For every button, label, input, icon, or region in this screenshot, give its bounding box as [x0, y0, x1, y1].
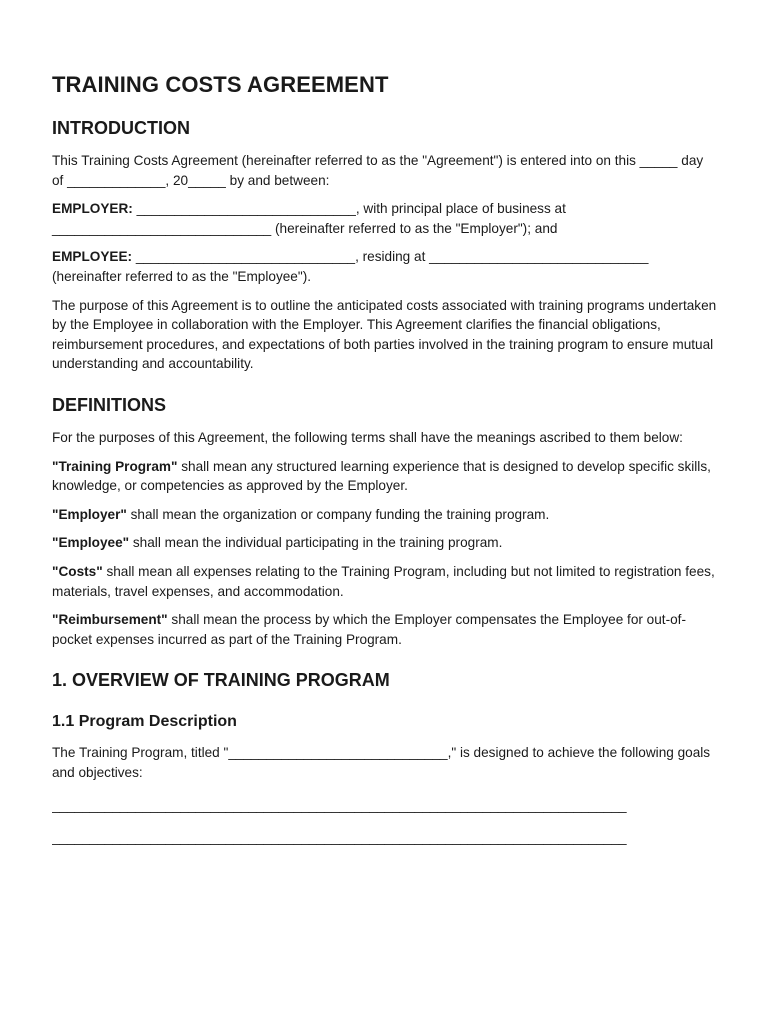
definitions-section [52, 395, 718, 649]
definition-item [52, 562, 718, 601]
definition-text: shall mean all expenses relating to the Training Program, including but not limited to registration fees, materials, travel expenses, and accommodation. [52, 563, 715, 599]
definition-text: shall mean any structured learning experience that is designed to develop specific skills, knowledge, or competencies as approved by the Employer. [52, 458, 711, 494]
definition-term: "Training Program" [52, 458, 178, 474]
employer-label: EMPLOYER: [52, 201, 133, 217]
employee-paragraph [52, 247, 718, 286]
introduction-section [52, 118, 718, 374]
employee-text: _____________________________, residing at _____________________________ (hereinafter referred to as the "Employee"). [52, 249, 649, 284]
document-title: TRAINING COSTS AGREEMENT [52, 72, 389, 97]
definition-item [52, 533, 718, 553]
definition-term: "Reimbursement" [52, 612, 168, 628]
introduction-paragraph: This Training Costs Agreement (hereinafter referred to as the "Agreement") is entered into on this _____ day of _____________, 20_____ by and between: [52, 153, 704, 188]
definition-item [52, 457, 718, 496]
program-description-heading: 1.1 Program Description [52, 713, 237, 731]
overview-section [52, 670, 718, 847]
overview-heading: 1. OVERVIEW OF TRAINING PROGRAM [52, 670, 390, 691]
employee-label: EMPLOYEE: [52, 249, 133, 265]
purpose-paragraph: The purpose of this Agreement is to outline the anticipated costs associated with training programs undertaken by the Employee in collaboration with the Employer. This Agreement clarifies the financial obligations, reimbursement procedures, and expectations of both parties involved in the training program to ensure mutual understanding and accountability. [52, 297, 717, 372]
employer-paragraph [52, 199, 718, 238]
definition-term: "Costs" [52, 563, 103, 579]
introduction-heading: INTRODUCTION [52, 118, 190, 138]
definition-text: shall mean the individual participating in the training program. [129, 535, 503, 551]
definition-text: shall mean the process by which the Employer compensates the Employee for out-of-pocket expenses incurred as part of the Training Program. [52, 612, 686, 647]
definitions-heading: DEFINITIONS [52, 394, 167, 415]
definition-item [52, 505, 718, 525]
definition-term: "Employee" [52, 535, 130, 551]
blank-line: ____________________________________________________________________________ [52, 798, 627, 814]
employer-text: _____________________________, with principal place of business at _____________________________ (hereinafter referred to as the "Employer"); and [52, 201, 566, 236]
definition-term: "Employer" [52, 506, 127, 522]
program-description-paragraph: The Training Program, titled "_____________________________," is designed to achieve the following goals and objectives: [52, 745, 711, 780]
definitions-intro: For the purposes of this Agreement, the following terms shall have the meanings ascribed to them below: [52, 429, 683, 445]
definition-text: shall mean the organization or company funding the training program. [126, 506, 550, 522]
blank-line: ____________________________________________________________________________ [52, 830, 627, 846]
definition-item [52, 610, 718, 649]
